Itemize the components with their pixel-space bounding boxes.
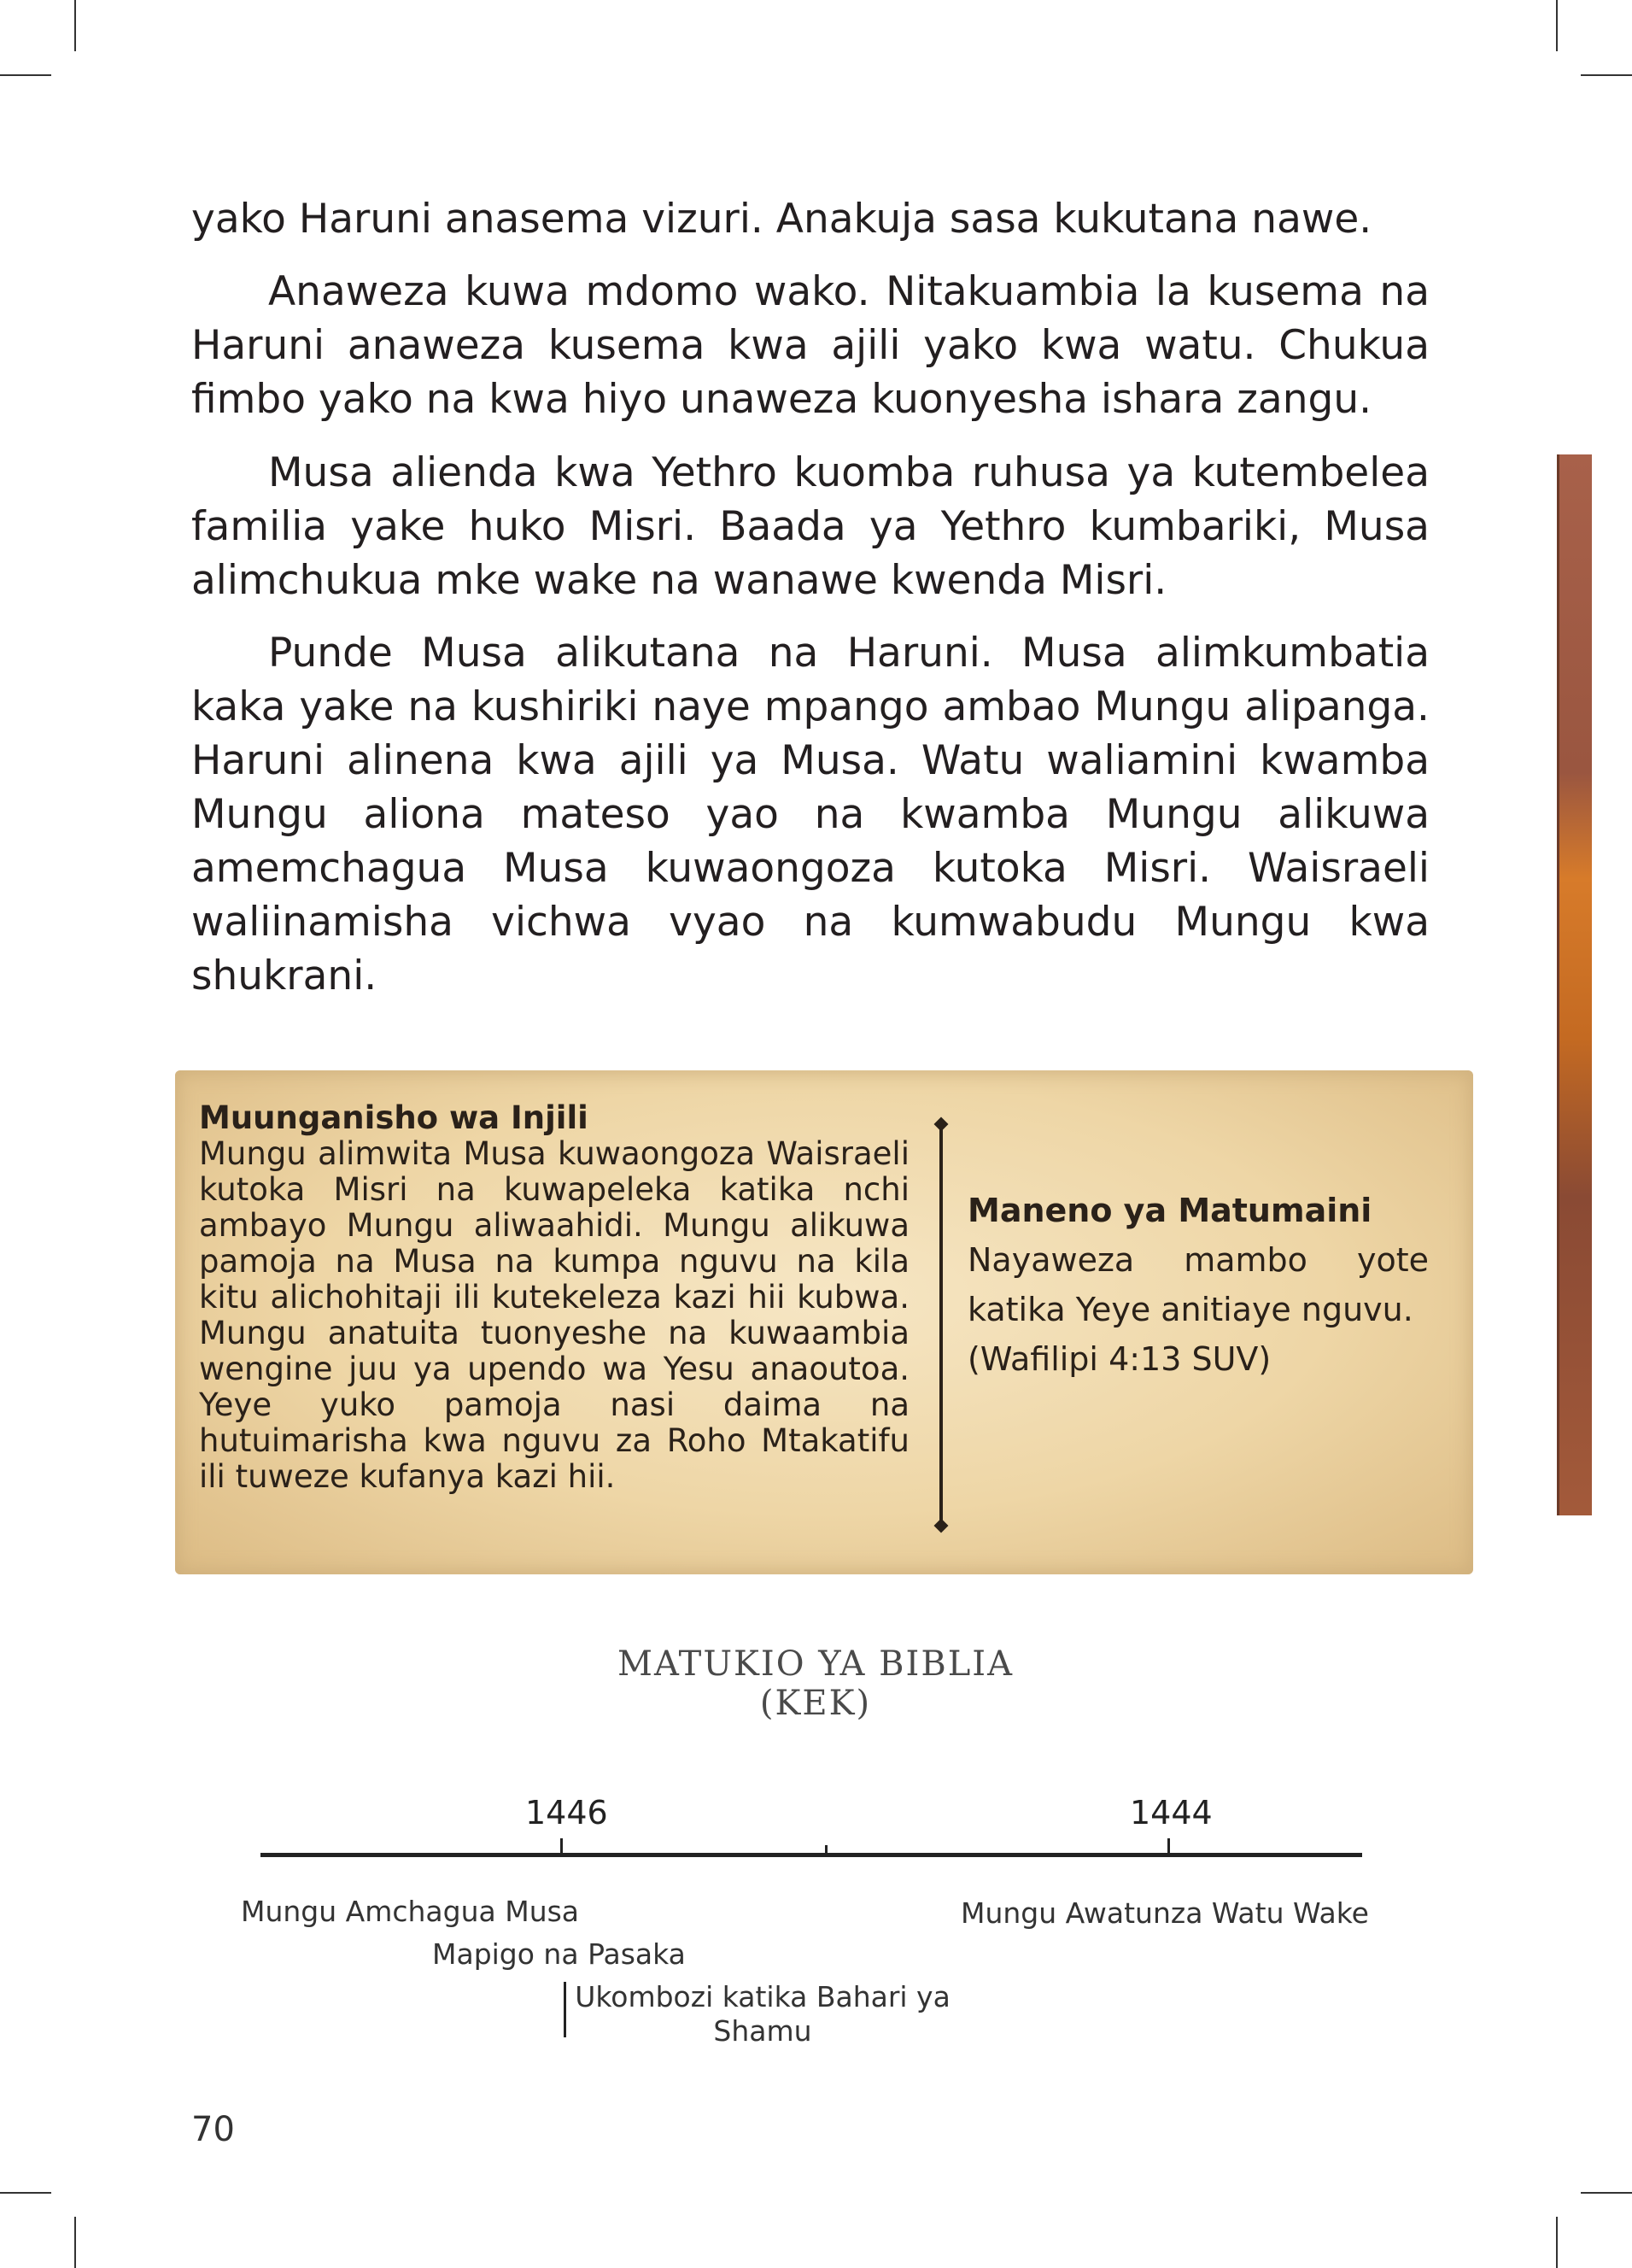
timeline-title [512, 1644, 1119, 1723]
crop-mark [1556, 2217, 1558, 2268]
crop-mark [74, 0, 76, 51]
hope-box-reference: (Wafilipi 4:13 SUV) [968, 1340, 1272, 1378]
timeline-year-left: 1446 [525, 1794, 608, 1831]
timeline-title-sub: (KEK) [759, 1684, 872, 1723]
hope-box-title: Maneno ya Matumaini [968, 1192, 1372, 1229]
timeline-event: Mapigo na Pasaka [432, 1937, 686, 1971]
timeline-event: Mungu Amchagua Musa [241, 1895, 580, 1928]
gospel-box [199, 1100, 910, 1495]
paragraph-1: yako Haruni anasema vizuri. Anakuja sasa kukutana nawe. [191, 196, 1372, 243]
timeline-event-line: Ukombozi katika Bahari ya [575, 1980, 951, 2013]
illustration-edge [1557, 454, 1592, 1515]
crop-mark [1581, 74, 1632, 76]
timeline-event-line: Shamu [713, 2014, 812, 2048]
crop-mark [1581, 2192, 1632, 2194]
timeline-axis [260, 1853, 1362, 1857]
crop-mark [74, 2217, 76, 2268]
panel-divider [939, 1126, 943, 1526]
hope-box-verse: Nayaweza mambo yote katika Yeye anitiaye nguvu. [968, 1241, 1429, 1328]
crop-mark [1556, 0, 1558, 51]
crop-mark [0, 2192, 51, 2194]
hope-box [968, 1186, 1429, 1384]
paragraph-3: Musa aliendа kwa Yethro kuomba ruhusa ya kutembelea familia yake huko Misri. Baada ya Yethro kumbariki, Musa alimchukua mke wake na wanawe kwenda Misri. [191, 449, 1430, 604]
timeline-event: Mungu Awatunza Watu Wake [961, 1896, 1369, 1930]
timeline-event [575, 1980, 951, 2048]
page-number: 70 [191, 2110, 235, 2149]
timeline-year-right: 1444 [1130, 1794, 1213, 1831]
crop-mark [0, 74, 51, 76]
paragraph-4: Punde Musa alikutana na Haruni. Musa alimkumbatia kaka yake na kushiriki naye mpango ambao Mungu alipanga. Haruni alinena kwa ajili ya Musa. Watu waliamini kwamba Mungu aliona mateso yao na kwamba Mungu alikuwa amemchagua Musa kuwaongoza kutoka Misri. Waisraeli waliinamisha vichwa vyao na kumwabudu Mungu kwa shukrani. [191, 630, 1430, 999]
gospel-box-text: Mungu alimwita Musa kuwaongoza Waisraeli kutoka Misri na kuwapeleka katika nchi ambayo Mungu aliwaahidi. Mungu alikuwa pamoja na Musa na kumpa nguvu na kila kitu alichohitaji ili kutekeleza kazi hii kubwa. Mungu anatuita tuonyeshe na kuwaambia wengine juu ya upendo wa Yesu anaoutoa. Yeye yuko pamoja nasi daima na hutuimarisha kwa nguvu za Roho Mtakatifu ili tuweze kufanya kazi hii. [199, 1135, 910, 1495]
paragraph-2: Anaweza kuwa mdomo wako. Nitakuambia la kusema na Haruni anaweza kusema kwa ajili yako kwa watu. Chukua fimbo yako na kwa hiyo unaweza kuonyesha ishara zangu. [191, 268, 1430, 423]
gospel-box-title: Muunganisho wa Injili [199, 1099, 588, 1136]
timeline-title-main: MATUKIO YA BIBLIA [617, 1644, 1014, 1684]
timeline-event-marker [564, 1982, 566, 2037]
